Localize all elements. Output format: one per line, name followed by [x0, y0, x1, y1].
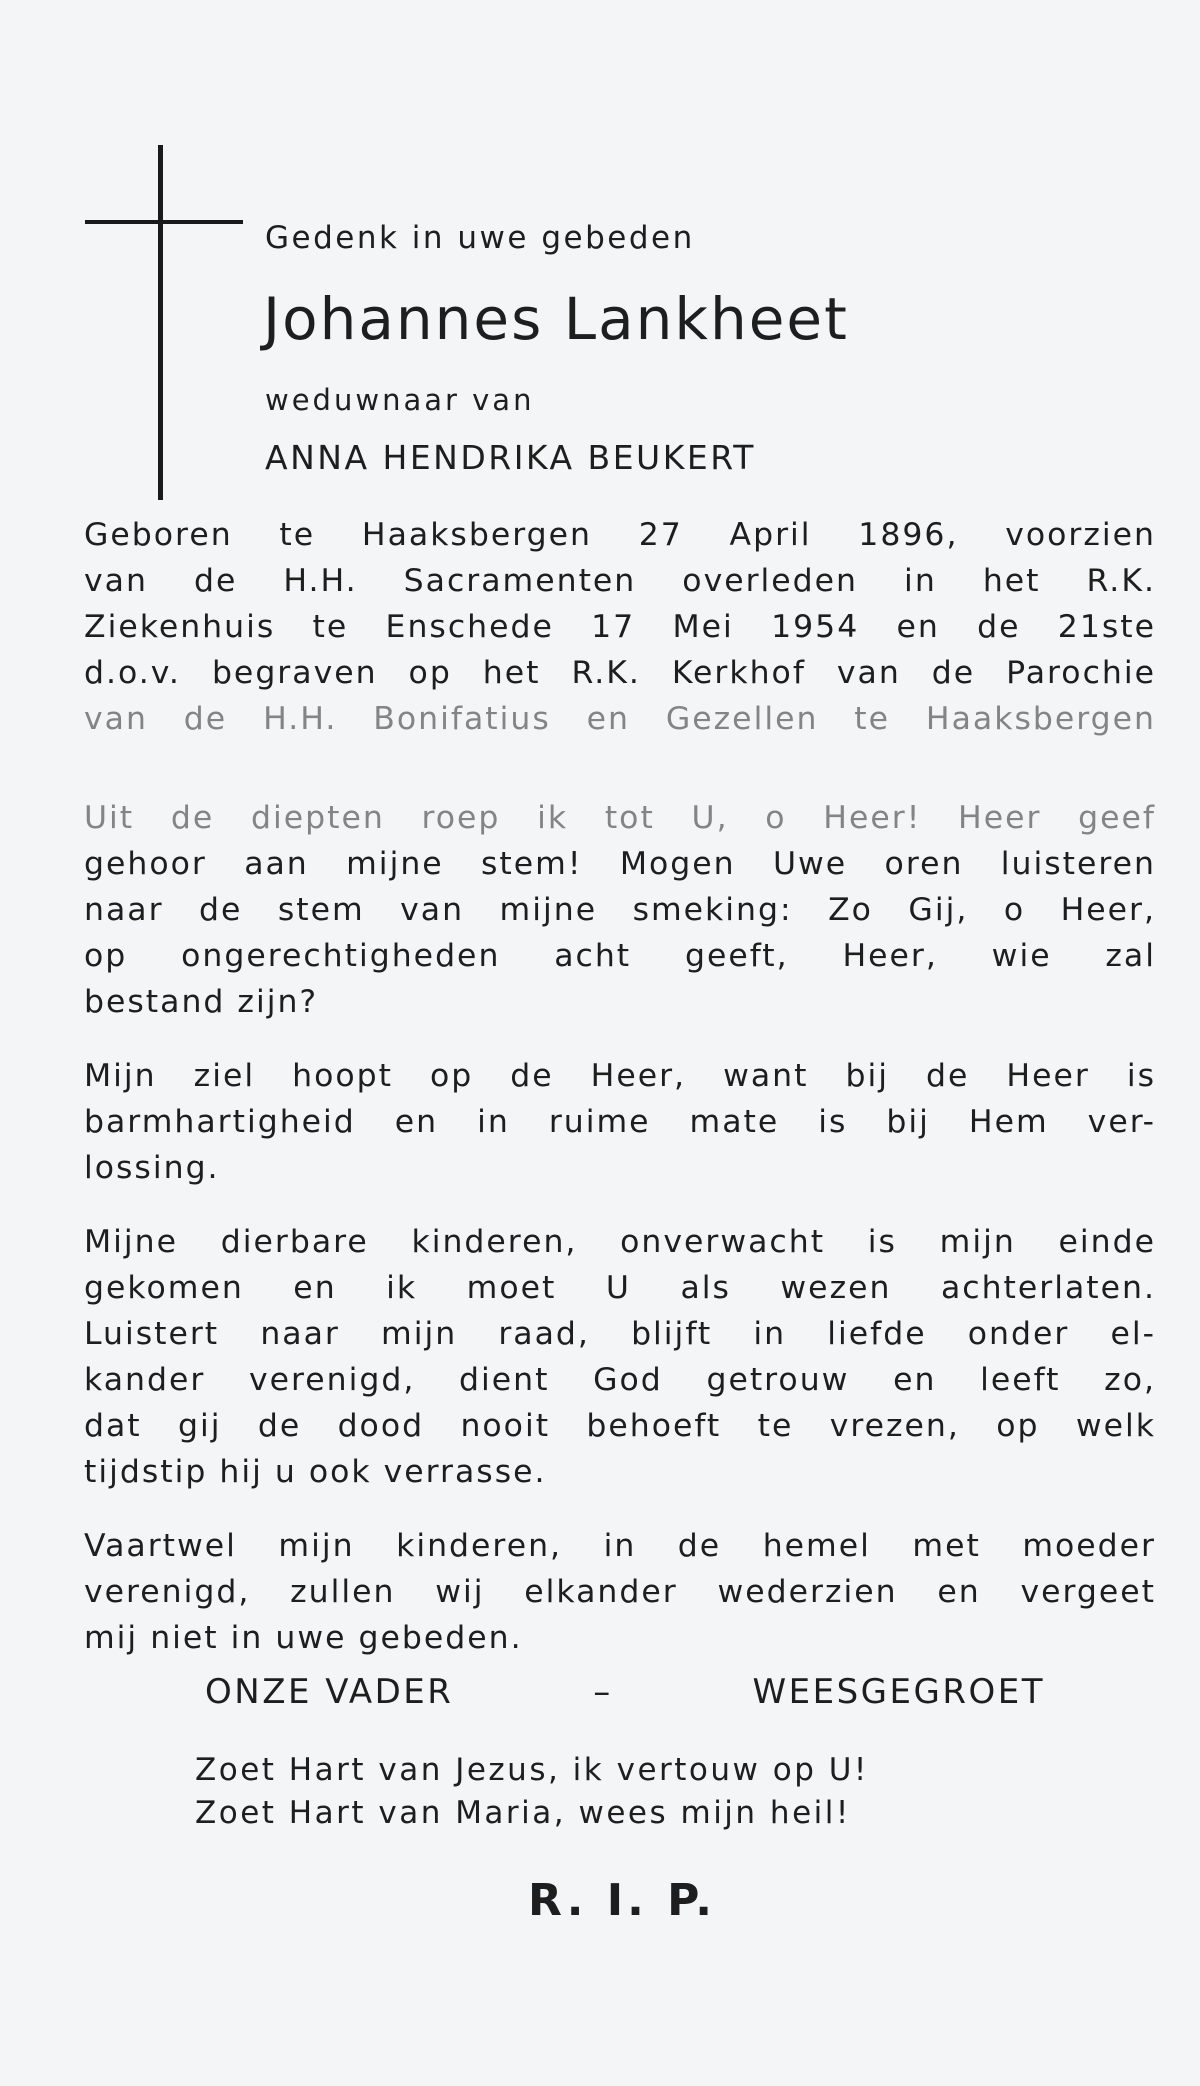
paragraph-line: bestand zijn?	[84, 984, 319, 1020]
biography-line: van de H.H. Sacramenten overleden in het R.K.	[84, 563, 1156, 599]
paragraph-line: gekomen en ik moet U als wezen achterlaten.	[84, 1270, 1156, 1306]
biography-line: Geboren te Haaksbergen 27 April 1896, voorzien	[84, 517, 1156, 553]
cross-icon	[158, 145, 163, 500]
paragraph-line: verenigd, zullen wij elkander wederzien en vergeet	[84, 1574, 1156, 1610]
prayer-weesgegroet: WEESGEGROET	[752, 1672, 1045, 1712]
paragraph-line: tijdstip hij u ook verrasse.	[84, 1454, 547, 1490]
paragraph-line: gehoor aan mijne stem! Mogen Uwe oren luisteren	[84, 846, 1156, 882]
biography-line: van de H.H. Bonifatius en Gezellen te Haaksbergen	[84, 701, 1156, 737]
paragraph	[84, 1053, 1156, 1191]
invocation: Zoet Hart van Maria, wees mijn heil!	[195, 1795, 851, 1831]
paragraph-line: Mijne dierbare kinderen, onverwacht is mijn einde	[84, 1224, 1156, 1260]
paragraph-line: barmhartigheid en in ruime mate is bij Hem ver-	[84, 1104, 1156, 1140]
rip-closing: R. I. P.	[528, 1875, 717, 1926]
paragraph-line: op ongerechtigheden acht geeft, Heer, wie zal	[84, 938, 1156, 974]
cross-icon-bar	[85, 220, 243, 224]
biography	[84, 512, 1156, 742]
paragraph-line: kander verenigd, dient God getrouw en leeft zo,	[84, 1362, 1156, 1398]
invocation: Zoet Hart van Jezus, ik vertouw op U!	[195, 1752, 869, 1788]
biography-line: d.o.v. begraven op het R.K. Kerkhof van de Parochie	[84, 655, 1156, 691]
paragraph-line: mij niet in uwe gebeden.	[84, 1620, 523, 1656]
paragraph-line: Luistert naar mijn raad, blijft in liefde onder el-	[84, 1316, 1156, 1352]
paragraph-line: lossing.	[84, 1150, 220, 1186]
biography-line: Ziekenhuis te Enschede 17 Mei 1954 en de 21ste	[84, 609, 1156, 645]
paragraph-line: Uit de diepten roep ik tot U, o Heer! Heer geef	[84, 800, 1156, 836]
deceased-name: Johannes Lankheet	[263, 285, 849, 353]
paragraph-line: Vaartwel mijn kinderen, in de hemel met moeder	[84, 1528, 1156, 1564]
paragraph	[84, 1219, 1156, 1495]
prayer-dash: –	[593, 1672, 613, 1712]
intro-text: Gedenk in uwe gebeden	[265, 220, 695, 256]
paragraph	[84, 1523, 1156, 1661]
prayer-onze-vader: ONZE VADER	[205, 1672, 454, 1712]
paragraph	[84, 795, 1156, 1025]
paragraph-line: naar de stem van mijne smeking: Zo Gij, o Heer,	[84, 892, 1156, 928]
paragraph-line: dat gij de dood nooit behoeft te vrezen, op welk	[84, 1408, 1156, 1444]
paragraph-line: Mijn ziel hoopt op de Heer, want bij de Heer is	[84, 1058, 1156, 1094]
spouse-name: ANNA HENDRIKA BEUKERT	[265, 438, 756, 477]
relation-text: weduwnaar van	[265, 383, 535, 417]
prayer-text	[84, 795, 1156, 1689]
prayers	[205, 1672, 1045, 1712]
